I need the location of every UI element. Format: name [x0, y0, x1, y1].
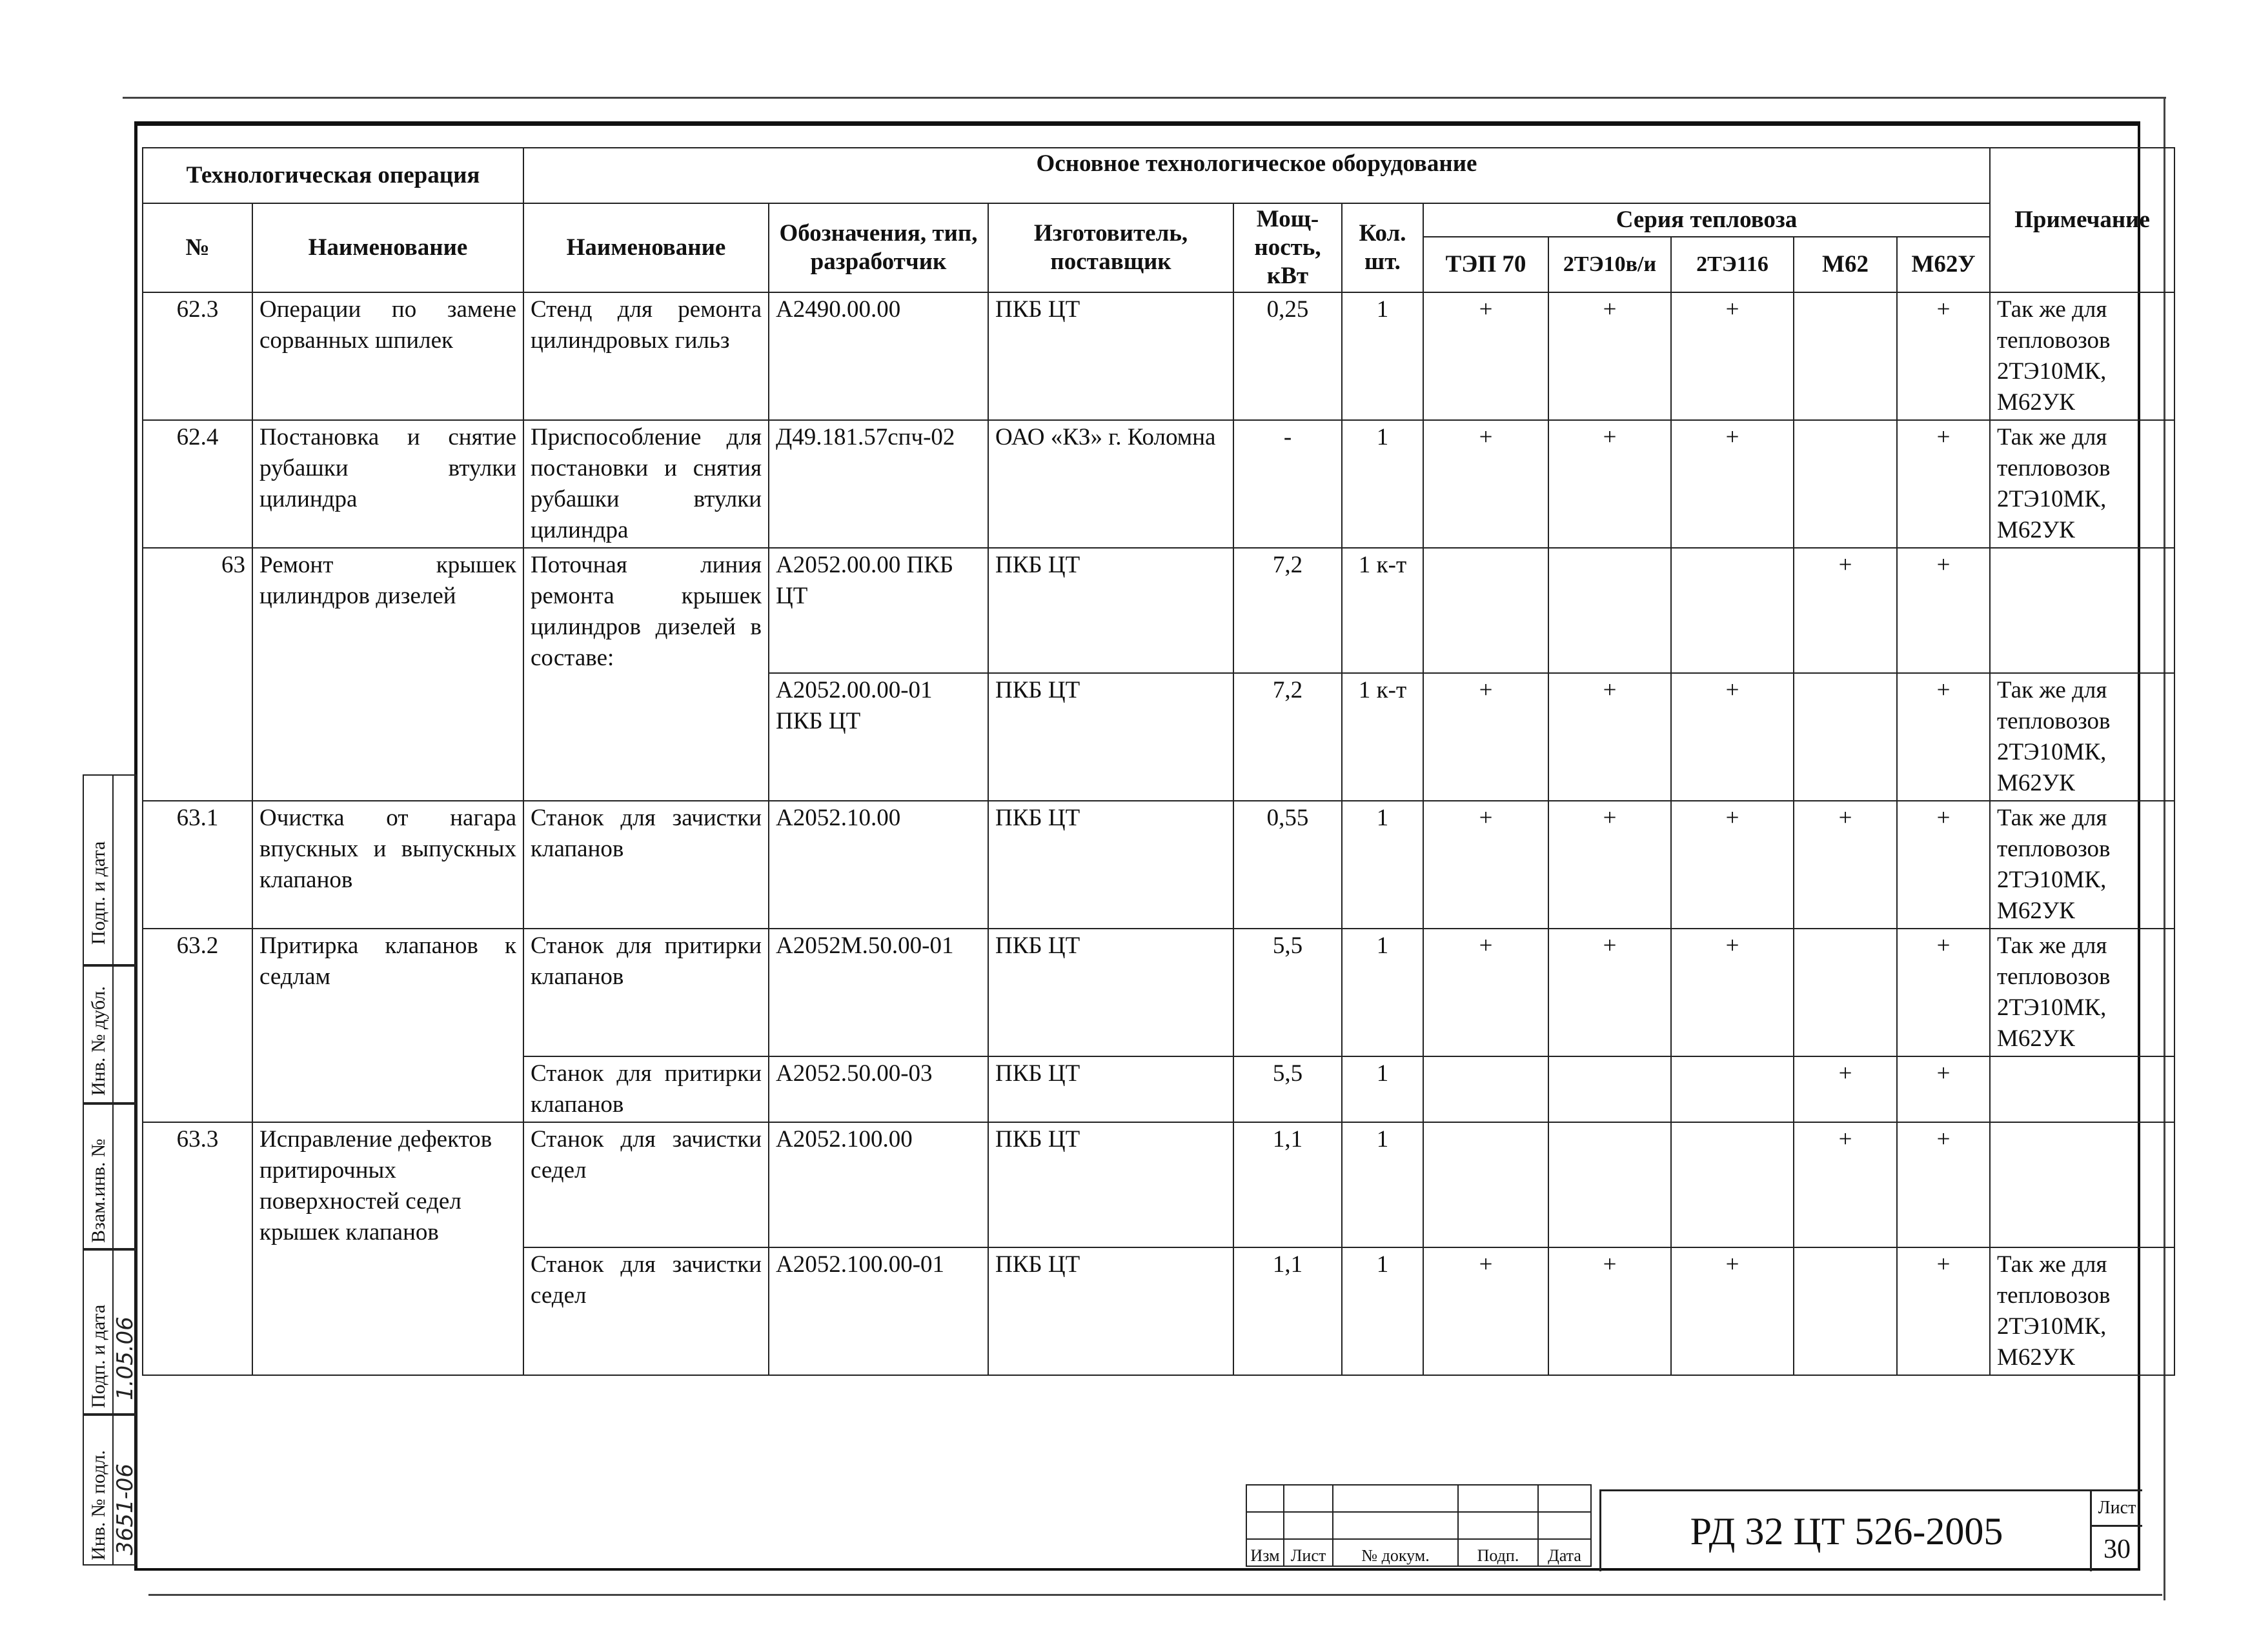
- row-mark-m62u: +: [1897, 548, 1990, 673]
- row-mark-2te10: [1548, 1056, 1671, 1122]
- row-mark-2te10: +: [1548, 420, 1671, 548]
- row-power: 1,1: [1233, 1247, 1342, 1375]
- row-qty: 1 к-т: [1342, 548, 1423, 673]
- row-designation: А2052.100.00: [769, 1122, 988, 1247]
- row-mark-2te10: [1548, 548, 1671, 673]
- row-op-name: Операции по замене сорванных шпилек: [252, 292, 523, 420]
- row-note: Так же для тепловозов 2ТЭ10МК, М62УК: [1990, 420, 2174, 548]
- row-mark-m62: [1794, 673, 1897, 801]
- title-block-grid: [1246, 1484, 1592, 1567]
- row-mark-tep70: [1423, 548, 1548, 673]
- table-row: [143, 801, 2174, 929]
- row-mark-m62: +: [1794, 1122, 1897, 1247]
- stamp-sign: Подп.: [1458, 1539, 1538, 1566]
- header-series-2te10: 2ТЭ10в/и: [1548, 237, 1671, 292]
- row-manufacturer: ПКБ ЦТ: [988, 801, 1233, 929]
- row-mark-m62u: +: [1897, 929, 1990, 1056]
- handwritten-date: 1.05.06: [112, 1316, 138, 1400]
- row-qty: 1: [1342, 1056, 1423, 1122]
- row-eq-name: Поточная линия ремонта крышек цилиндров дизелей в составе:: [523, 548, 769, 801]
- row-manufacturer: ПКБ ЦТ: [988, 929, 1233, 1056]
- side-cell-original: [83, 1415, 137, 1566]
- row-mark-2te116: +: [1671, 292, 1794, 420]
- sheet-number: 30: [2103, 1535, 2131, 1564]
- header-series: Серия тепловоза: [1423, 203, 1990, 237]
- table-row: [143, 292, 2174, 420]
- row-manufacturer: ОАО «КЗ» г. Коломна: [988, 420, 1233, 548]
- row-mark-2te116: +: [1671, 1247, 1794, 1375]
- side-cell-sign-date-2: [83, 1249, 137, 1415]
- row-note: [1990, 548, 2174, 673]
- row-power: 1,1: [1233, 1122, 1342, 1247]
- row-eq-name: Станок для зачистки клапанов: [523, 801, 769, 929]
- header-main-equipment: Основное технологическое оборудование: [523, 148, 1990, 203]
- row-qty: 1: [1342, 801, 1423, 929]
- row-eq-name: Станок для зачистки седел: [523, 1122, 769, 1247]
- row-num: 63.1: [143, 801, 252, 929]
- row-designation: А2052.10.00: [769, 801, 988, 929]
- row-mark-tep70: +: [1423, 801, 1548, 929]
- row-mark-m62u: +: [1897, 420, 1990, 548]
- header-op-name: Наименование: [252, 203, 523, 292]
- document-code: РД 32 ЦТ 526-2005: [1599, 1489, 2092, 1571]
- row-manufacturer: ПКБ ЦТ: [988, 1122, 1233, 1247]
- table-row: [143, 929, 2174, 1056]
- row-note: Так же для тепловозов 2ТЭ10МК, М62УК: [1990, 673, 2174, 801]
- row-mark-2te10: +: [1548, 929, 1671, 1056]
- row-mark-2te116: +: [1671, 420, 1794, 548]
- row-mark-2te10: +: [1548, 801, 1671, 929]
- row-note: Так же для тепловозов 2ТЭ10МК, М62УК: [1990, 1247, 2174, 1375]
- row-note: [1990, 1056, 2174, 1122]
- row-power: 7,2: [1233, 548, 1342, 673]
- header-qty: Кол. шт.: [1342, 203, 1423, 292]
- stamp-list: Лист: [1284, 1539, 1333, 1566]
- header-eq-name: Наименование: [523, 203, 769, 292]
- side-label-sign-date: Подп. и дата: [88, 841, 109, 945]
- row-mark-tep70: [1423, 1122, 1548, 1247]
- row-mark-tep70: +: [1423, 420, 1548, 548]
- row-mark-m62u: +: [1897, 801, 1990, 929]
- row-qty: 1: [1342, 420, 1423, 548]
- row-mark-2te116: +: [1671, 929, 1794, 1056]
- row-mark-m62u: +: [1897, 1056, 1990, 1122]
- row-mark-m62: +: [1794, 1056, 1897, 1122]
- row-mark-tep70: +: [1423, 673, 1548, 801]
- side-cell-sign-date: [83, 774, 137, 965]
- row-mark-m62u: +: [1897, 292, 1990, 420]
- sheet-label: Лист: [2092, 1491, 2142, 1527]
- outer-border-bottom: [148, 1594, 2162, 1596]
- row-mark-tep70: +: [1423, 929, 1548, 1056]
- row-mark-tep70: [1423, 1056, 1548, 1122]
- row-mark-m62: [1794, 420, 1897, 548]
- row-manufacturer: ПКБ ЦТ: [988, 673, 1233, 801]
- stamp-izm: Изм: [1246, 1539, 1284, 1566]
- row-note: Так же для тепловозов 2ТЭ10МК, М62УК: [1990, 801, 2174, 929]
- equipment-table: [142, 147, 2175, 1376]
- row-op-name: Исправление дефектов притирочных поверхностей седел крышек клапанов: [252, 1122, 523, 1375]
- row-power: 7,2: [1233, 673, 1342, 801]
- header-series-2te116: 2ТЭ116: [1671, 237, 1794, 292]
- table-row: [143, 420, 2174, 548]
- row-manufacturer: ПКБ ЦТ: [988, 548, 1233, 673]
- row-power: -: [1233, 420, 1342, 548]
- row-manufacturer: ПКБ ЦТ: [988, 1056, 1233, 1122]
- row-eq-name: Стенд для ремонта цилиндровых гильз: [523, 292, 769, 420]
- row-mark-tep70: +: [1423, 292, 1548, 420]
- row-designation: А2052.00.00 ПКБ ЦТ: [769, 548, 988, 673]
- row-note: [1990, 1122, 2174, 1247]
- row-mark-m62u: +: [1897, 1247, 1990, 1375]
- side-label-original: Инв. № подл.: [88, 1450, 109, 1560]
- row-designation: А2052.100.00-01: [769, 1247, 988, 1375]
- row-eq-name: Приспособление для постановки и снятия рубашки втулки цилиндра: [523, 420, 769, 548]
- row-mark-m62: [1794, 1247, 1897, 1375]
- row-op-name: Ремонт крышек цилиндров дизелей: [252, 548, 523, 801]
- row-mark-2te116: +: [1671, 801, 1794, 929]
- table-row: [143, 1122, 2174, 1247]
- row-mark-2te116: [1671, 548, 1794, 673]
- row-mark-2te10: +: [1548, 1247, 1671, 1375]
- row-mark-2te10: +: [1548, 292, 1671, 420]
- row-num: 63: [143, 548, 252, 801]
- row-designation: А2490.00.00: [769, 292, 988, 420]
- side-label-sign-date-2: Подп. и дата: [88, 1304, 109, 1408]
- row-note: Так же для тепловозов 2ТЭ10МК, М62УК: [1990, 292, 2174, 420]
- sheet-box: [2090, 1489, 2142, 1571]
- row-num: 63.3: [143, 1122, 252, 1375]
- header-note: Примечание: [1990, 148, 2174, 292]
- row-power: 5,5: [1233, 1056, 1342, 1122]
- side-label-replace: Взам.инв. №: [88, 1138, 109, 1243]
- row-mark-tep70: +: [1423, 1247, 1548, 1375]
- row-mark-m62: [1794, 929, 1897, 1056]
- stamp-date: Дата: [1538, 1539, 1591, 1566]
- row-num: 62.3: [143, 292, 252, 420]
- row-designation: А2052М.50.00-01: [769, 929, 988, 1056]
- handwritten-inv: 3651-06: [112, 1463, 138, 1555]
- row-qty: 1: [1342, 1247, 1423, 1375]
- header-manufacturer: Изготовитель, поставщик: [988, 203, 1233, 292]
- row-mark-2te116: [1671, 1122, 1794, 1247]
- header-power: Мощ-ность, кВт: [1233, 203, 1342, 292]
- row-note: Так же для тепловозов 2ТЭ10МК, М62УК: [1990, 929, 2174, 1056]
- header-series-tep70: ТЭП 70: [1423, 237, 1548, 292]
- row-mark-m62: +: [1794, 801, 1897, 929]
- row-eq-name: Станок для притирки клапанов: [523, 929, 769, 1056]
- row-num: 62.4: [143, 420, 252, 548]
- side-stamp-strip: [83, 774, 137, 1566]
- side-label-duplicate: Инв. № дубл.: [88, 986, 109, 1096]
- row-num: 63.2: [143, 929, 252, 1122]
- outer-border-top: [123, 97, 2166, 99]
- row-designation: А2052.50.00-03: [769, 1056, 988, 1122]
- header-designation: Обозначения, тип, разработчик: [769, 203, 988, 292]
- row-power: 5,5: [1233, 929, 1342, 1056]
- row-power: 0,55: [1233, 801, 1342, 929]
- side-cell-replace: [83, 1103, 137, 1249]
- row-mark-m62u: +: [1897, 1122, 1990, 1247]
- row-mark-m62: [1794, 292, 1897, 420]
- row-designation: Д49.181.57спч-02: [769, 420, 988, 548]
- side-cell-duplicate: [83, 965, 137, 1103]
- row-manufacturer: ПКБ ЦТ: [988, 1247, 1233, 1375]
- row-qty: 1: [1342, 1122, 1423, 1247]
- header-series-m62: М62: [1794, 237, 1897, 292]
- row-qty: 1 к-т: [1342, 673, 1423, 801]
- table-row: [143, 548, 2174, 673]
- row-manufacturer: ПКБ ЦТ: [988, 292, 1233, 420]
- row-qty: 1: [1342, 929, 1423, 1056]
- row-mark-2te116: +: [1671, 673, 1794, 801]
- header-series-m62u: М62У: [1897, 237, 1990, 292]
- row-op-name: Постановка и снятие рубашки втулки цилиндра: [252, 420, 523, 548]
- row-mark-m62u: +: [1897, 673, 1990, 801]
- row-op-name: Очистка от нагара впускных и выпускных клапанов: [252, 801, 523, 929]
- header-tech-operation: Технологическая операция: [143, 148, 523, 203]
- row-op-name: Притирка клапанов к седлам: [252, 929, 523, 1122]
- row-mark-2te116: [1671, 1056, 1794, 1122]
- row-mark-2te10: [1548, 1122, 1671, 1247]
- row-power: 0,25: [1233, 292, 1342, 420]
- header-num: №: [143, 203, 252, 292]
- row-mark-2te10: +: [1548, 673, 1671, 801]
- stamp-docnum: № докум.: [1333, 1539, 1458, 1566]
- row-eq-name: Станок для притирки клапанов: [523, 1056, 769, 1122]
- row-eq-name: Станок для зачистки седел: [523, 1247, 769, 1375]
- row-mark-m62: +: [1794, 548, 1897, 673]
- row-designation: А2052.00.00-01 ПКБ ЦТ: [769, 673, 988, 801]
- row-qty: 1: [1342, 292, 1423, 420]
